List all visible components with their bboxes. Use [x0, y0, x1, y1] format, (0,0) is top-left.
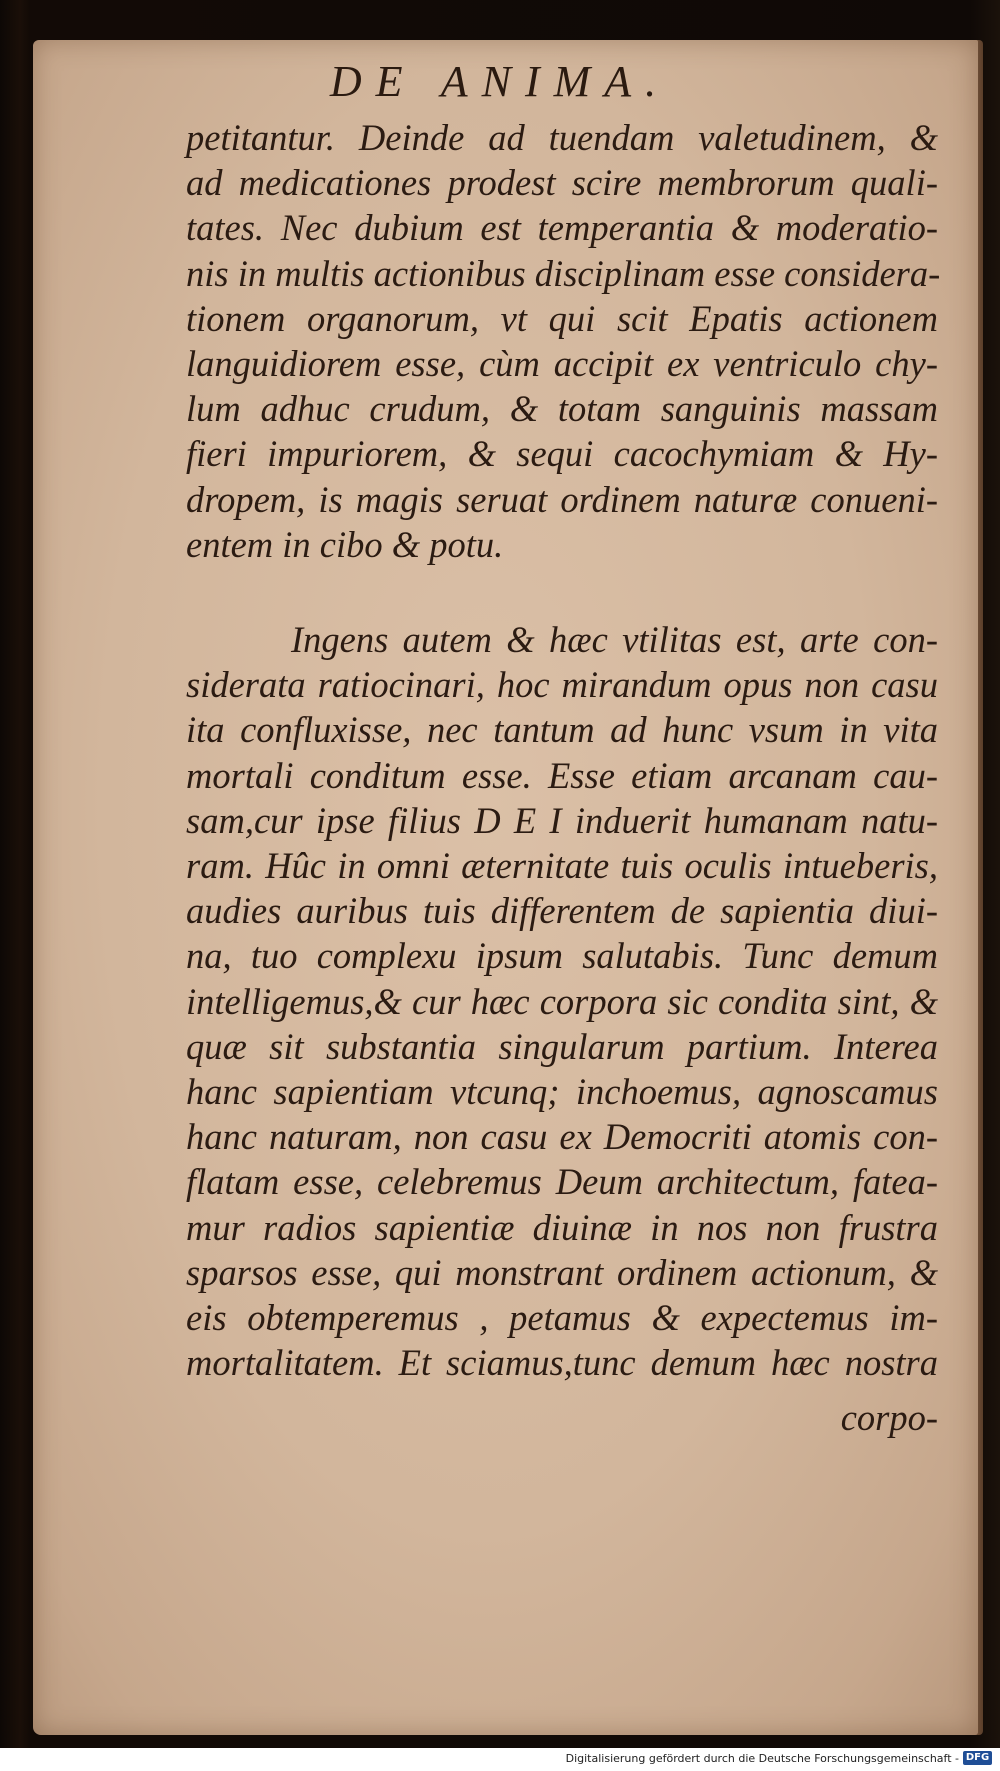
text-line: ad medicationes prodest scire membrorum quali-	[186, 162, 938, 204]
text-line: petitantur. Deinde ad tuendam valetudinem, &	[186, 117, 938, 158]
funding-credit: Digitalisierung gefördert durch die Deutsche Forschungsgemeinschaft -	[565, 1752, 959, 1765]
text-line: ram. Hûc in omni æternitate tuis oculis intueberis,	[186, 845, 938, 887]
text-line: ita confluxisse, nec tantum ad hunc vsum in vita	[186, 709, 938, 751]
text-line: quæ sit substantia singularum partium. Interea	[186, 1025, 938, 1067]
text-line: hanc naturam, non casu ex Democriti atomis con-	[186, 1116, 938, 1158]
text-line: hanc sapientiam vtcunq; inchoemus, agnoscamus	[186, 1071, 938, 1113]
text-line: languidiorem esse, cùm accipit ex ventriculo chy-	[186, 343, 938, 385]
text-line: na, tuo complexu ipsum salutabis. Tunc demum	[186, 935, 938, 977]
paragraph-1	[186, 115, 941, 567]
text-line: lum adhuc crudum, & totam sanguinis massam	[186, 388, 938, 430]
running-head: DE ANIMA.	[329, 57, 671, 106]
text-line: tates. Nec dubium est temperantia & moderatio-	[186, 207, 938, 249]
text-line: audies auribus tuis differentem de sapientia diui-	[186, 890, 938, 932]
catchword: corpo-	[840, 1397, 938, 1438]
text-line: eis obtemperemus , petamus & expectemus im-	[186, 1297, 938, 1339]
text-line: sam,cur ipse filius D E I induerit humanam natu-	[186, 799, 938, 841]
text-line: tionem organorum, vt qui scit Epatis actionem	[186, 297, 938, 339]
paragraph-2	[186, 617, 938, 1385]
text-line: entem in cibo & potu.	[186, 523, 504, 565]
dfg-logo: DFG	[963, 1751, 992, 1765]
text-line: sparsos esse, qui monstrant ordinem actionum, &	[186, 1251, 938, 1293]
text-line: mortalitatem. Et sciamus,tunc demum hæc nostra	[186, 1342, 938, 1384]
text-line: mortali conditum esse. Esse etiam arcanam cau-	[186, 754, 938, 796]
text-line: siderata ratiocinari, hoc mirandum opus non casu	[186, 664, 938, 706]
text-line: fieri impuriorem, & sequi cacochymiam & Hy-	[186, 433, 938, 475]
footer-bar	[0, 1749, 1000, 1771]
text-line: Ingens autem & hæc vtilitas est, arte con-	[291, 619, 938, 660]
text-line: nis in multis actionibus disciplinam esse considera-	[186, 252, 941, 294]
text-line: intelligemus,& cur hæc corpora sic condita sint, &	[186, 980, 938, 1022]
text-line: mur radios sapientiæ diuinæ in nos non frustra	[186, 1206, 938, 1248]
text-line: flatam esse, celebremus Deum architectum, fatea-	[186, 1161, 938, 1203]
text-line: dropem, is magis seruat ordinem naturæ conueni-	[186, 478, 938, 520]
